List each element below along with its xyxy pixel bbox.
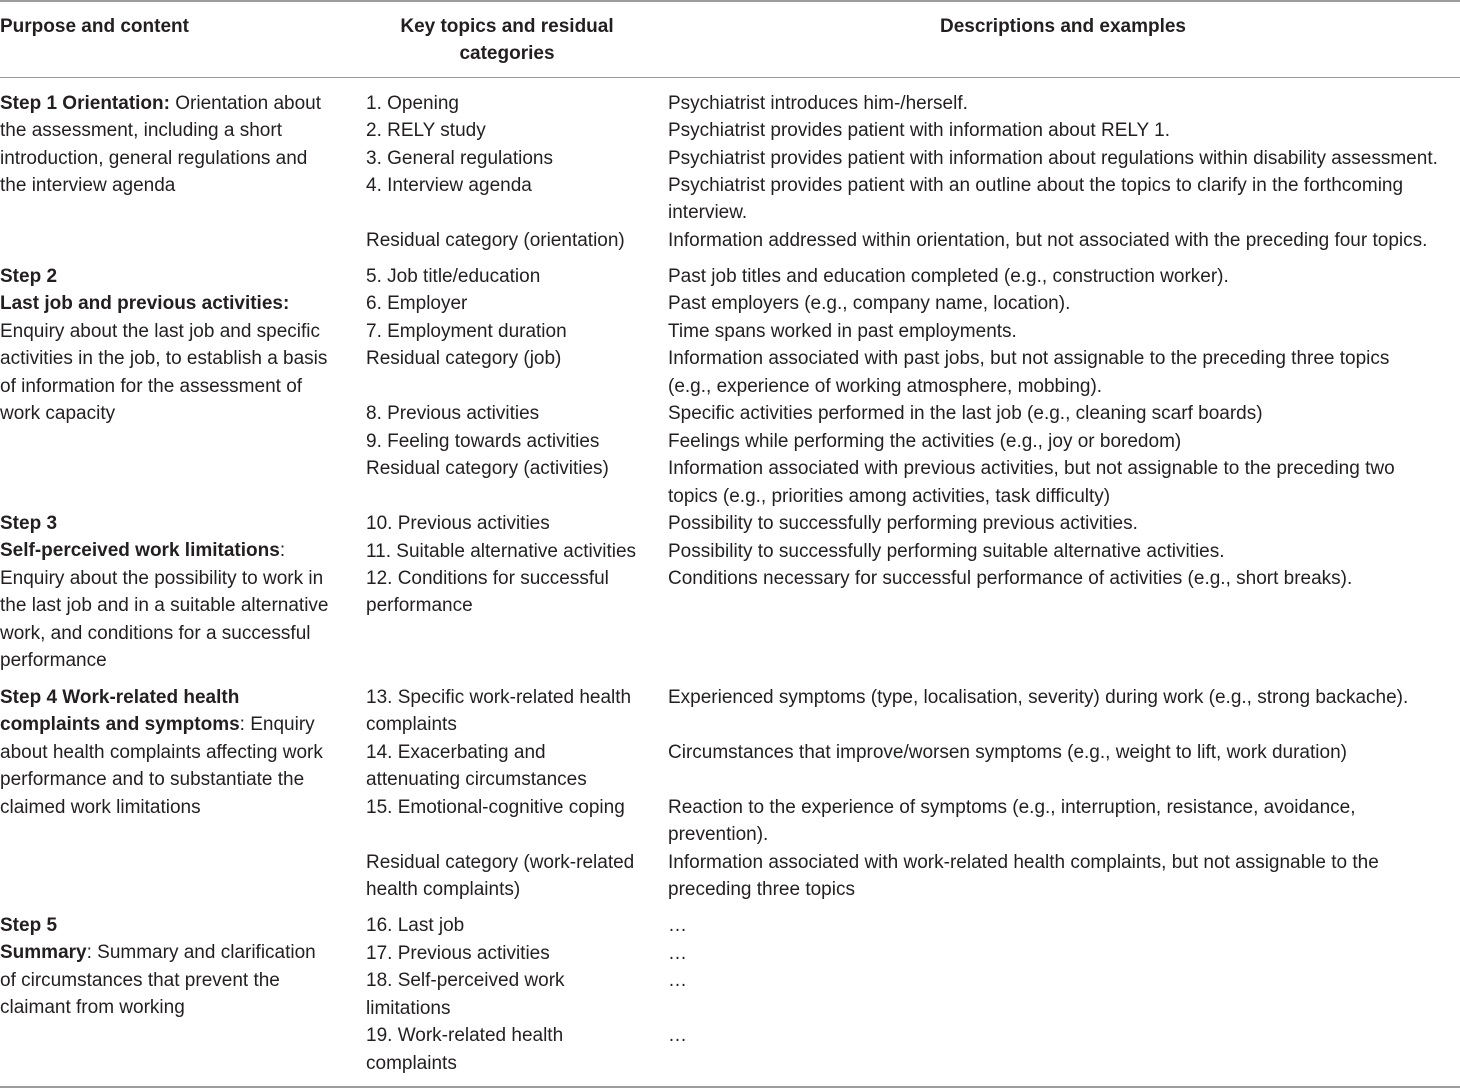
- step5-label: Step 5: [0, 915, 58, 936]
- description-line: Psychiatrist provides patient with information about regulations within disability assessment.: [668, 148, 1438, 169]
- topic-item: 2. RELY study: [366, 120, 486, 141]
- step3-line: the last job and in a suitable alternative: [0, 595, 329, 617]
- topic-item: 8. Previous activities: [366, 403, 540, 424]
- step3-title: Self-perceived work limitations: [0, 540, 280, 562]
- topic-item: Residual category (orientation): [366, 230, 625, 251]
- header-key-topics: [366, 13, 648, 67]
- description-line: Psychiatrist introduces him-/herself.: [668, 93, 968, 114]
- description-line: Conditions necessary for successful performance of activities (e.g., short breaks).: [668, 568, 1353, 589]
- ellipsis: …: [668, 970, 687, 991]
- description-line: Specific activities performed in the last job (e.g., cleaning scarf boards): [668, 403, 1263, 424]
- step4-line: about health complaints affecting work: [0, 741, 323, 763]
- step1-line: introduction, general regulations and: [0, 147, 308, 169]
- description-line: preceding three topics: [668, 879, 855, 900]
- topic-item: Residual category (activities): [366, 458, 609, 479]
- description-line: (e.g., experience of working atmosphere, mobbing).: [668, 376, 1103, 397]
- step5-title: Summary: [0, 942, 87, 964]
- topic-item: 6. Employer: [366, 293, 468, 314]
- topic-item: 11. Suitable alternative activities: [366, 541, 637, 562]
- header-key-topics-line1: Key topics and residual: [400, 16, 614, 37]
- description-line: Reaction to the experience of symptoms (e.g., interruption, resistance, avoidance,: [668, 797, 1356, 818]
- topic-item: 4. Interview agenda: [366, 175, 532, 196]
- step5-line: : Summary and clarification: [86, 942, 316, 964]
- topic-item: 13. Specific work-related health: [366, 687, 632, 708]
- topic-item: Residual category (job): [366, 348, 562, 369]
- step1-line: Orientation about: [169, 93, 322, 114]
- step2-label: Step 2: [0, 266, 58, 287]
- step4-line: : Enquiry: [239, 714, 315, 736]
- description-line: Information addressed within orientation, but not associated with the preceding four topics.: [668, 230, 1428, 251]
- step1-line: the interview agenda: [0, 175, 176, 197]
- description-line: Information associated with past jobs, but not assignable to the preceding three topics: [668, 348, 1390, 369]
- step4-title: Step 4 Work-related health: [0, 687, 240, 708]
- header-descriptions: Descriptions and examples: [939, 16, 1187, 37]
- topic-item: 14. Exacerbating and: [366, 742, 546, 763]
- step3-line: work, and conditions for a successful: [0, 622, 311, 644]
- step4-title-cont: complaints and symptoms: [0, 714, 240, 736]
- topic-item: 5. Job title/education: [366, 266, 541, 287]
- topic-item: 16. Last job: [366, 915, 465, 936]
- step2-line: activities in the job, to establish a basis: [0, 348, 328, 370]
- step3-purpose: [0, 510, 350, 674]
- step5-purpose: [0, 912, 350, 1022]
- topic-item: 12. Conditions for successful: [366, 568, 609, 589]
- step5-line: claimant from working: [0, 997, 185, 1019]
- description-line: Information associated with work-related health complaints, but not assignable to the: [668, 852, 1379, 873]
- topic-item: 10. Previous activities: [366, 513, 550, 534]
- topic-item: 1. Opening: [366, 93, 459, 114]
- description-line: Psychiatrist provides patient with information about RELY 1.: [668, 120, 1170, 141]
- topic-item: 15. Emotional-cognitive coping: [366, 797, 625, 818]
- step4-purpose: [0, 684, 350, 821]
- step5-line: of circumstances that prevent the: [0, 969, 280, 991]
- description-line: Psychiatrist provides patient with an outline about the topics to clarify in the forthcoming: [668, 175, 1404, 196]
- ellipsis: …: [668, 943, 687, 964]
- topic-item: 9. Feeling towards activities: [366, 431, 600, 452]
- topic-item: limitations: [366, 998, 451, 1019]
- topic-item: complaints: [366, 1053, 457, 1074]
- step3-label: Step 3: [0, 513, 58, 534]
- step3-line: performance: [0, 650, 107, 672]
- topic-item: Residual category (work-related: [366, 852, 635, 873]
- description-line: Time spans worked in past employments.: [668, 321, 1017, 342]
- description-line: Feelings while performing the activities (e.g., joy or boredom): [668, 431, 1182, 452]
- header-purpose: Purpose and content: [0, 16, 189, 37]
- topic-item: attenuating circumstances: [366, 769, 587, 790]
- step1-title: Step 1 Orientation:: [0, 93, 170, 114]
- description-line: Possibility to successfully performing suitable alternative activities.: [668, 541, 1225, 562]
- topic-item: performance: [366, 595, 473, 616]
- step2-line: of information for the assessment of: [0, 375, 303, 397]
- ellipsis: …: [668, 1025, 687, 1046]
- table-header-rule: [0, 77, 1460, 78]
- description-line: Past job titles and education completed (e.g., construction worker).: [668, 266, 1229, 287]
- description-line: Circumstances that improve/worsen symptoms (e.g., weight to lift, work duration): [668, 742, 1347, 763]
- description-line: Experienced symptoms (type, localisation, severity) during work (e.g., strong backache).: [668, 687, 1409, 708]
- step1-line: the assessment, including a short: [0, 120, 282, 142]
- table-top-rule: [0, 0, 1460, 2]
- topic-item: 18. Self-perceived work: [366, 970, 565, 991]
- topic-item: health complaints): [366, 879, 521, 900]
- step2-line: work capacity: [0, 403, 116, 425]
- description-line: Possibility to successfully performing previous activities.: [668, 513, 1138, 534]
- ellipsis: …: [668, 915, 687, 936]
- description-line: Information associated with previous activities, but not assignable to the preceding two: [668, 458, 1395, 479]
- step4-line: claimed work limitations: [0, 796, 201, 818]
- step4-line: performance and to substantiate the: [0, 769, 305, 791]
- topic-item: 7. Employment duration: [366, 321, 567, 342]
- step3-colon: :: [279, 540, 286, 562]
- topic-item: 3. General regulations: [366, 148, 553, 169]
- step2-line: Enquiry about the last job and specific: [0, 320, 321, 342]
- step1-purpose: [0, 90, 350, 200]
- step2-title: Last job and previous activities:: [0, 293, 290, 315]
- topic-item: 17. Previous activities: [366, 943, 550, 964]
- description-line: interview.: [668, 202, 748, 223]
- header-key-topics-line2: categories: [459, 43, 555, 64]
- step2-purpose: [0, 263, 350, 427]
- topic-item: complaints: [366, 714, 457, 735]
- description-line: Past employers (e.g., company name, location).: [668, 293, 1071, 314]
- description-line: prevention).: [668, 824, 769, 845]
- topic-item: 19. Work-related health: [366, 1025, 564, 1046]
- description-line: topics (e.g., priorities among activities, task difficulty): [668, 486, 1111, 507]
- step3-line: Enquiry about the possibility to work in: [0, 567, 324, 589]
